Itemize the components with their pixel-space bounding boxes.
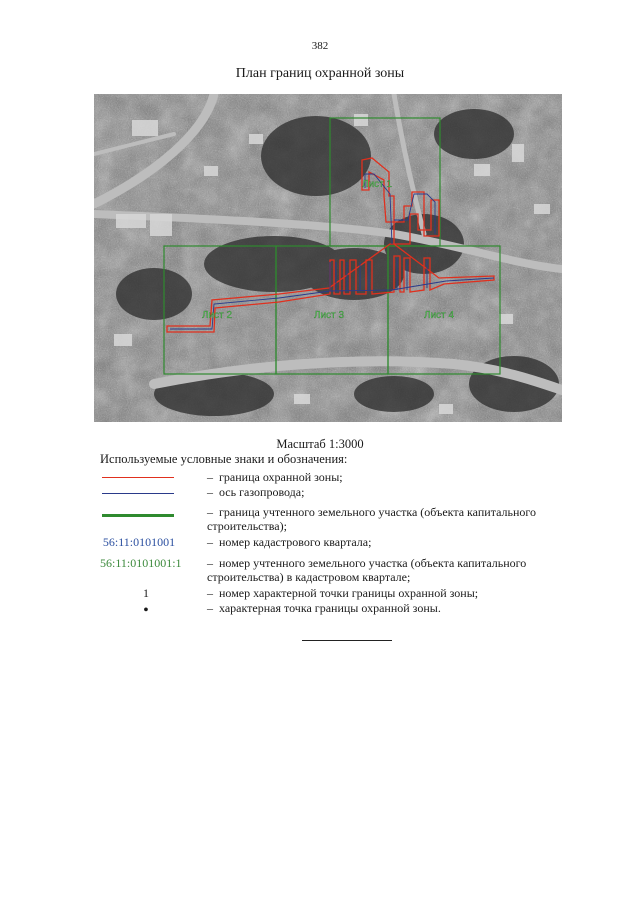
legend-description: ось газопровода; — [219, 485, 305, 499]
cadastral-quarter-code: 56:11:0101001 — [102, 535, 176, 549]
sheet-label-2: Лист 2 — [202, 310, 233, 321]
legend-dash: – — [207, 470, 213, 484]
legend-description: характерная точка границы охранной зоны. — [219, 601, 441, 615]
end-rule — [302, 640, 392, 641]
legend-dash: – — [207, 535, 213, 549]
legend-item-pipeline-axis — [100, 485, 580, 499]
legend-dash: – — [207, 601, 213, 615]
legend-item-land-plot-boundary — [100, 505, 580, 533]
legend-description: граница учтенного земельного участка (объекта капитального строительства); — [207, 505, 537, 533]
blue-line-symbol — [102, 493, 174, 494]
legend-title: Используемые условные знаки и обозначения: — [100, 452, 348, 466]
land-plot-code: 56:11:0101001:1 — [100, 556, 182, 570]
legend-dash: – — [207, 485, 213, 499]
sheet-label-3: Лист 3 — [314, 310, 345, 321]
legend-item-point-number — [100, 586, 580, 600]
legend-description: граница охранной зоны; — [219, 470, 343, 484]
legend-description: номер кадастрового квартала; — [219, 535, 372, 549]
legend-dash: – — [207, 586, 213, 600]
legend-dash: – — [207, 556, 213, 570]
map-title: План границ охранной зоны — [235, 66, 405, 81]
sheet-label-1: Лист 1 — [362, 179, 393, 190]
dot-symbol: • — [143, 603, 149, 618]
legend-description: номер характерной точки границы охранной зоны; — [219, 586, 479, 600]
legend-item-cadastral-quarter — [100, 535, 580, 549]
page-number: 382 — [311, 40, 329, 52]
red-line-symbol — [102, 477, 174, 478]
map-scale: Масштаб 1:3000 — [276, 437, 364, 451]
sheet-label-4: Лист 4 — [424, 310, 455, 321]
legend-dash: – — [207, 505, 213, 519]
legend-description: номер учтенного земельного участка (объекта капитального строительства) в кадастровом квартале; — [207, 556, 527, 584]
legend-item-protection-zone — [100, 470, 580, 484]
aerial-map — [94, 94, 562, 422]
legend-item-land-plot-number — [100, 556, 580, 584]
point-number-symbol: 1 — [143, 586, 149, 600]
green-line-symbol — [102, 514, 174, 517]
legend-item-boundary-point — [100, 601, 580, 618]
